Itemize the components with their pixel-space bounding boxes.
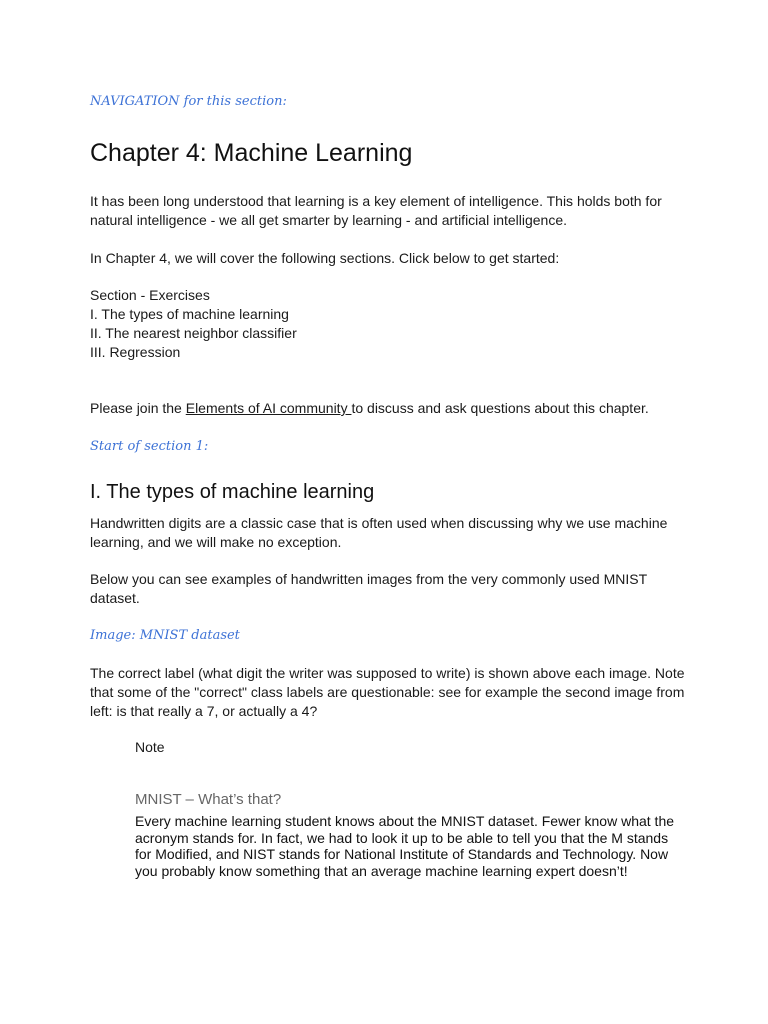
examples-paragraph: Below you can see examples of handwritten images from the very commonly used MNIST dataset. — [90, 571, 647, 606]
intro-paragraph: It has been long understood that learning is a key element of intelligence. This holds both for natural intelligence - we all get smarter by learning - and artificial intelligence. — [90, 193, 662, 228]
navigation-note: NAVIGATION for this section: — [90, 94, 287, 109]
chapter-title: Chapter 4: Machine Learning — [90, 139, 413, 167]
note-label: Note — [135, 739, 165, 755]
community-link[interactable]: Elements of AI community — [185, 400, 352, 416]
section-start-note: Start of section 1: — [90, 439, 209, 454]
toc-item-regression[interactable]: III. Regression — [90, 344, 181, 360]
labels-paragraph: The correct label (what digit the writer was supposed to write) is shown above each image. Note that some of the "correct" class labels are questionable: see for example the second image from left: is that really a 7, or actually a 4? — [90, 665, 685, 719]
digits-paragraph: Handwritten digits are a classic case that is often used when discussing why we use machine learning, and we will make no exception. — [90, 515, 668, 550]
note-body: Every machine learning student knows about the MNIST dataset. Fewer know what the acronym stands for. In fact, we had to look it up to be able to tell you that the M stands for Modified, and NIST stands for National Institute of Standards and Technology. Now you probably know something that an average machine learning expert doesn’t! — [135, 813, 675, 879]
community-paragraph — [90, 399, 690, 418]
table-of-contents — [90, 286, 690, 362]
toc-item-types-of-ml[interactable]: I. The types of machine learning — [90, 306, 289, 322]
community-text-before: Please join the — [90, 400, 186, 416]
community-text-after: to discuss and ask questions about this chapter. — [351, 400, 649, 416]
sections-intro-paragraph: In Chapter 4, we will cover the following sections. Click below to get started: — [90, 250, 560, 266]
note-title: MNIST – What’s that? — [135, 791, 282, 808]
toc-item-exercises[interactable]: Section - Exercises — [90, 287, 210, 303]
image-note: Image: MNIST dataset — [90, 628, 240, 643]
section-heading: I. The types of machine learning — [90, 481, 375, 503]
toc-item-nearest-neighbor[interactable]: II. The nearest neighbor classifier — [90, 325, 297, 341]
